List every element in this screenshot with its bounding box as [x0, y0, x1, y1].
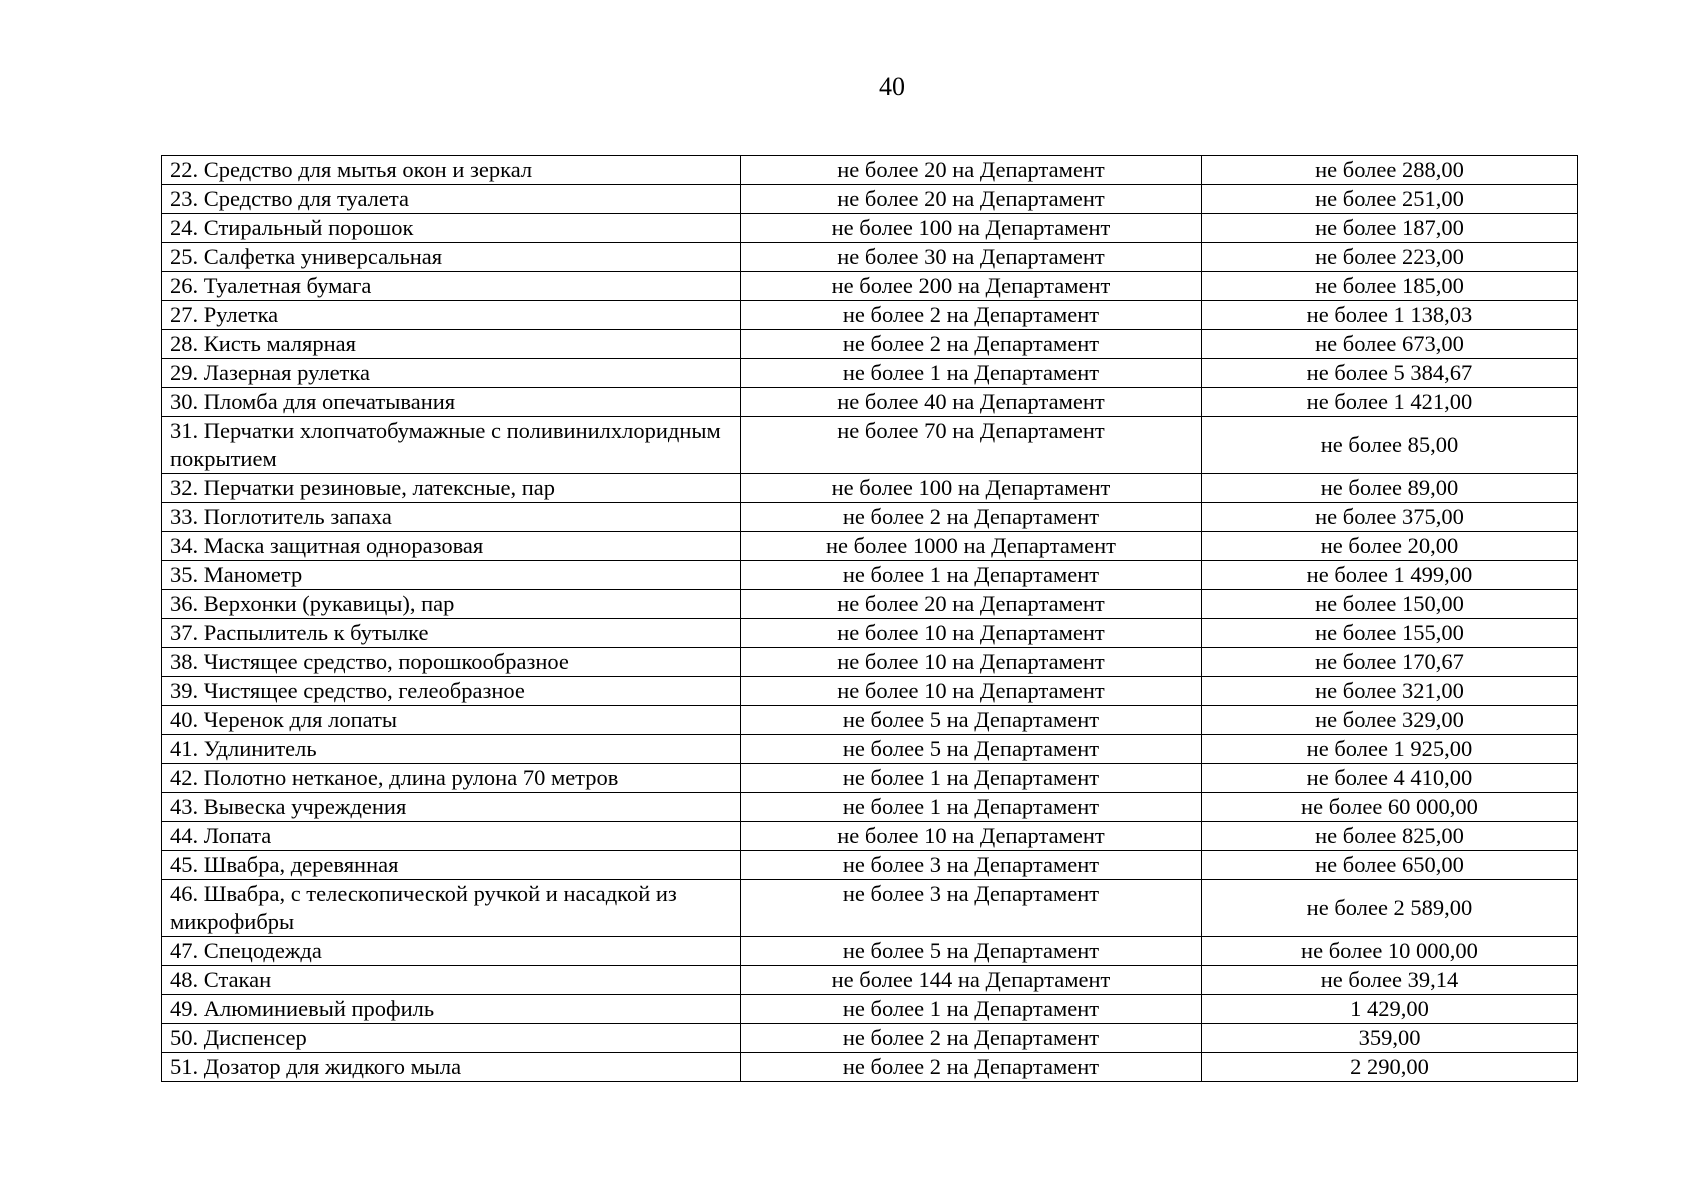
table-row — [162, 359, 1578, 388]
item-name-cell: 23. Средство для туалета — [162, 185, 741, 214]
item-quantity-cell: не более 10 на Департамент — [741, 677, 1202, 706]
item-name-cell: 26. Туалетная бумага — [162, 272, 741, 301]
item-price-cell: не более 185,00 — [1202, 272, 1578, 301]
table-row — [162, 648, 1578, 677]
item-quantity-cell: не более 70 на Департамент — [741, 417, 1202, 474]
item-price-cell: 1 429,00 — [1202, 995, 1578, 1024]
item-name-cell: 42. Полотно нетканое, длина рулона 70 метров — [162, 764, 741, 793]
item-name-cell: 44. Лопата — [162, 822, 741, 851]
table-row — [162, 301, 1578, 330]
table-row — [162, 793, 1578, 822]
items-table — [161, 155, 1578, 1082]
item-price-cell: не более 288,00 — [1202, 156, 1578, 185]
item-name-cell: 48. Стакан — [162, 966, 741, 995]
table-row — [162, 243, 1578, 272]
item-name-cell: 24. Стиральный порошок — [162, 214, 741, 243]
item-quantity-cell: не более 10 на Департамент — [741, 619, 1202, 648]
item-price-cell: не более 1 138,03 — [1202, 301, 1578, 330]
items-table-body — [162, 156, 1578, 1082]
item-quantity-cell: не более 10 на Департамент — [741, 648, 1202, 677]
item-quantity-cell: не более 20 на Департамент — [741, 185, 1202, 214]
item-quantity-cell: не более 2 на Департамент — [741, 503, 1202, 532]
item-quantity-cell: не более 100 на Департамент — [741, 214, 1202, 243]
item-quantity-cell: не более 2 на Департамент — [741, 1053, 1202, 1082]
item-price-cell: не более 150,00 — [1202, 590, 1578, 619]
item-name-cell: 30. Пломба для опечатывания — [162, 388, 741, 417]
item-quantity-cell: не более 1 на Департамент — [741, 764, 1202, 793]
item-name-cell: 33. Поглотитель запаха — [162, 503, 741, 532]
item-name-cell: 51. Дозатор для жидкого мыла — [162, 1053, 741, 1082]
table-row — [162, 937, 1578, 966]
item-price-cell: не более 251,00 — [1202, 185, 1578, 214]
item-price-cell: 2 290,00 — [1202, 1053, 1578, 1082]
item-price-cell: не более 5 384,67 — [1202, 359, 1578, 388]
item-name-cell: 43. Вывеска учреждения — [162, 793, 741, 822]
item-price-cell: не более 1 499,00 — [1202, 561, 1578, 590]
item-quantity-cell: не более 40 на Департамент — [741, 388, 1202, 417]
table-row — [162, 388, 1578, 417]
item-name-cell: 27. Рулетка — [162, 301, 741, 330]
table-row — [162, 735, 1578, 764]
item-price-cell: не более 20,00 — [1202, 532, 1578, 561]
table-row — [162, 156, 1578, 185]
table-row — [162, 561, 1578, 590]
item-quantity-cell: не более 3 на Департамент — [741, 880, 1202, 937]
item-quantity-cell: не более 144 на Департамент — [741, 966, 1202, 995]
item-quantity-cell: не более 1000 на Департамент — [741, 532, 1202, 561]
item-quantity-cell: не более 100 на Департамент — [741, 474, 1202, 503]
table-row — [162, 272, 1578, 301]
item-price-cell: 359,00 — [1202, 1024, 1578, 1053]
item-price-cell: не более 187,00 — [1202, 214, 1578, 243]
item-name-cell: 47. Спецодежда — [162, 937, 741, 966]
item-price-cell: не более 89,00 — [1202, 474, 1578, 503]
item-name-cell: 31. Перчатки хлопчатобумажные с поливинилхлоридным покрытием — [162, 417, 741, 474]
item-price-cell: не более 85,00 — [1202, 417, 1578, 474]
table-row — [162, 995, 1578, 1024]
item-quantity-cell: не более 5 на Департамент — [741, 706, 1202, 735]
item-price-cell: не более 60 000,00 — [1202, 793, 1578, 822]
table-row — [162, 590, 1578, 619]
item-quantity-cell: не более 1 на Департамент — [741, 793, 1202, 822]
item-quantity-cell: не более 30 на Департамент — [741, 243, 1202, 272]
item-quantity-cell: не более 5 на Департамент — [741, 937, 1202, 966]
table-row — [162, 966, 1578, 995]
item-price-cell: не более 1 421,00 — [1202, 388, 1578, 417]
item-name-cell: 36. Верхонки (рукавицы), пар — [162, 590, 741, 619]
item-price-cell: не более 825,00 — [1202, 822, 1578, 851]
item-quantity-cell: не более 1 на Департамент — [741, 561, 1202, 590]
item-price-cell: не более 39,14 — [1202, 966, 1578, 995]
item-name-cell: 49. Алюминиевый профиль — [162, 995, 741, 1024]
item-name-cell: 41. Удлинитель — [162, 735, 741, 764]
item-price-cell: не более 10 000,00 — [1202, 937, 1578, 966]
item-name-cell: 46. Швабра, с телескопической ручкой и насадкой из микрофибры — [162, 880, 741, 937]
table-row — [162, 677, 1578, 706]
table-row — [162, 330, 1578, 359]
item-price-cell: не более 4 410,00 — [1202, 764, 1578, 793]
table-row — [162, 706, 1578, 735]
table-row — [162, 417, 1578, 474]
table-row — [162, 185, 1578, 214]
page-number: 40 — [879, 72, 905, 101]
item-quantity-cell: не более 20 на Департамент — [741, 590, 1202, 619]
item-name-cell: 50. Диспенсер — [162, 1024, 741, 1053]
item-quantity-cell: не более 200 на Департамент — [741, 272, 1202, 301]
item-quantity-cell: не более 1 на Департамент — [741, 995, 1202, 1024]
item-name-cell: 35. Манометр — [162, 561, 741, 590]
item-name-cell: 32. Перчатки резиновые, латексные, пар — [162, 474, 741, 503]
item-name-cell: 39. Чистящее средство, гелеобразное — [162, 677, 741, 706]
item-quantity-cell: не более 5 на Департамент — [741, 735, 1202, 764]
table-row — [162, 880, 1578, 937]
item-name-cell: 22. Средство для мытья окон и зеркал — [162, 156, 741, 185]
item-name-cell: 45. Швабра, деревянная — [162, 851, 741, 880]
item-price-cell: не более 650,00 — [1202, 851, 1578, 880]
item-quantity-cell: не более 10 на Департамент — [741, 822, 1202, 851]
item-price-cell: не более 2 589,00 — [1202, 880, 1578, 937]
item-name-cell: 28. Кисть малярная — [162, 330, 741, 359]
table-row — [162, 1024, 1578, 1053]
item-price-cell: не более 321,00 — [1202, 677, 1578, 706]
item-name-cell: 38. Чистящее средство, порошкообразное — [162, 648, 741, 677]
item-name-cell: 29. Лазерная рулетка — [162, 359, 741, 388]
item-name-cell: 40. Черенок для лопаты — [162, 706, 741, 735]
item-quantity-cell: не более 2 на Департамент — [741, 330, 1202, 359]
item-quantity-cell: не более 20 на Департамент — [741, 156, 1202, 185]
item-quantity-cell: не более 2 на Департамент — [741, 301, 1202, 330]
item-price-cell: не более 223,00 — [1202, 243, 1578, 272]
item-name-cell: 25. Салфетка универсальная — [162, 243, 741, 272]
item-price-cell: не более 673,00 — [1202, 330, 1578, 359]
item-name-cell: 37. Распылитель к бутылке — [162, 619, 741, 648]
item-price-cell: не более 1 925,00 — [1202, 735, 1578, 764]
table-row — [162, 532, 1578, 561]
item-name-cell: 34. Маска защитная одноразовая — [162, 532, 741, 561]
item-quantity-cell: не более 1 на Департамент — [741, 359, 1202, 388]
table-row — [162, 214, 1578, 243]
table-row — [162, 764, 1578, 793]
table-row — [162, 474, 1578, 503]
table-row — [162, 503, 1578, 532]
item-price-cell: не более 375,00 — [1202, 503, 1578, 532]
item-quantity-cell: не более 3 на Департамент — [741, 851, 1202, 880]
item-price-cell: не более 329,00 — [1202, 706, 1578, 735]
item-price-cell: не более 170,67 — [1202, 648, 1578, 677]
table-row — [162, 619, 1578, 648]
item-quantity-cell: не более 2 на Департамент — [741, 1024, 1202, 1053]
table-row — [162, 851, 1578, 880]
table-row — [162, 1053, 1578, 1082]
table-row — [162, 822, 1578, 851]
item-price-cell: не более 155,00 — [1202, 619, 1578, 648]
